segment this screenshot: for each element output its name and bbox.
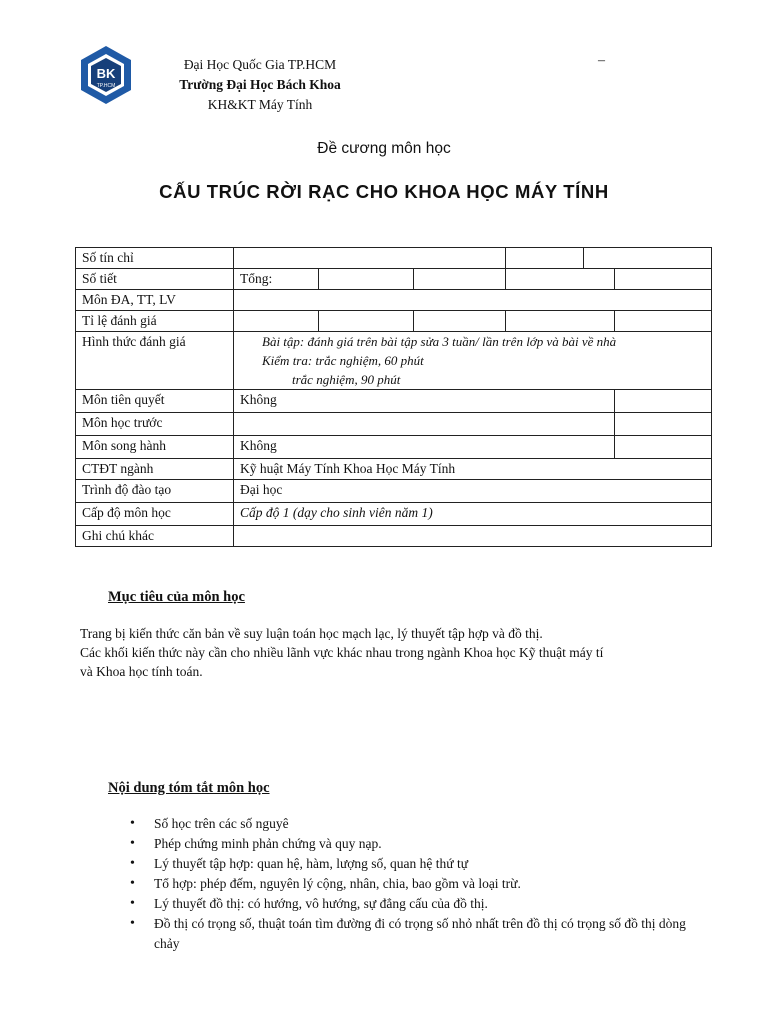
label-ctdt: CTĐT ngành [76, 459, 234, 480]
label-hinh-thuc: Hình thức đánh giá [76, 332, 234, 390]
document-subtitle: Đề cương môn học [317, 140, 451, 157]
course-title: CẤU TRÚC RỜI RẠC CHO KHOA HỌC MÁY TÍNH [159, 181, 609, 202]
cell-trinh-do: Đại học [234, 480, 712, 503]
label-mon-da: Môn ĐA, TT, LV [76, 290, 234, 311]
row-trinh-do [76, 480, 712, 503]
row-so-tiet [76, 269, 712, 290]
eval-line-3: trắc nghiệm, 90 phút [292, 372, 401, 387]
university-logo [78, 44, 134, 106]
label-hoc-truoc: Môn học trước [76, 413, 234, 436]
row-ti-le [76, 311, 712, 332]
cell-so-tin-chi-1 [234, 248, 506, 269]
university-name: Đại Học Quốc Gia TP.HCM [183, 57, 337, 72]
school-name: Trường Đại Học Bách Khoa [179, 77, 341, 92]
row-cap-do [76, 503, 712, 526]
header-dash: – [598, 53, 605, 68]
cell-ti-le-3 [414, 311, 506, 332]
logo-text: BK [96, 66, 116, 81]
cell-ctdt: Kỹ huật Máy Tính Khoa Học Máy Tính [234, 459, 712, 480]
row-hoc-truoc [76, 413, 712, 436]
label-cap-do: Cấp độ môn học [76, 503, 234, 526]
list-item: • Lý thuyết tập hợp: quan hệ, hàm, lượng số, quan hệ thứ tự [130, 854, 710, 874]
label-tien-quyet: Môn tiên quyết [76, 390, 234, 413]
row-so-tin-chi [76, 248, 712, 269]
cell-so-tiet-2 [319, 269, 414, 290]
row-song-hanh [76, 436, 712, 459]
cell-ti-le-2 [319, 311, 414, 332]
list-item: • Đồ thị có trọng số, thuật toán tìm đường đi có trọng số nhỏ nhất trên đồ thị có trọng số đồ thị dòng chảy [130, 914, 710, 954]
cell-hoc-truoc [234, 413, 615, 436]
faculty-name: KH&KT Máy Tính [207, 97, 313, 112]
label-trinh-do: Trình độ đào tạo [76, 480, 234, 503]
cell-hinh-thuc [234, 332, 712, 390]
row-ghi-chu [76, 526, 712, 547]
list-item: • Số học trên các số nguyê [130, 814, 710, 834]
objectives-line-2: Các khối kiến thức này cần cho nhiều lãnh vực khác nhau trong ngành Khoa học Kỹ thuật máy tí [80, 645, 604, 660]
eval-line-2: Kiểm tra: trắc nghiệm, 60 phút [262, 353, 424, 368]
row-tien-quyet [76, 390, 712, 413]
bk-logo-icon [78, 44, 134, 106]
cell-hoc-truoc-extra [615, 413, 712, 436]
objectives-heading: Mục tiêu của môn học [108, 589, 245, 605]
label-ghi-chu: Ghi chú khác [76, 526, 234, 547]
cell-ti-le-5 [615, 311, 712, 332]
logo-subtext: TP.HCM [96, 83, 116, 89]
cell-ghi-chu [234, 526, 712, 547]
list-item: • Tổ hợp: phép đếm, nguyên lý cộng, nhân, chia, bao gồm và loại trừ. [130, 874, 710, 894]
content-heading: Nội dung tóm tắt môn học [108, 780, 270, 796]
label-ti-le: Tỉ lệ đánh giá [76, 311, 234, 332]
cell-ti-le-4 [506, 311, 615, 332]
cell-so-tin-chi-3 [584, 248, 712, 269]
objectives-line-3: và Khoa học tính toán. [80, 664, 203, 679]
cell-cap-do: Cấp độ 1 (dạy cho sinh viên năm 1) [234, 503, 712, 526]
cell-so-tiet-3 [414, 269, 506, 290]
course-info-table [75, 247, 712, 547]
objectives-line-1: Trang bị kiến thức căn bản về suy luận toán học mạch lạc, lý thuyết tập hợp và đồ thị. [80, 626, 543, 641]
cell-song-hanh: Không [234, 436, 615, 459]
list-item: • Lý thuyết đồ thị: có hướng, vô hướng, sự đẳng cấu của đồ thị. [130, 894, 710, 914]
label-tong: Tổng: [234, 269, 319, 290]
cell-tien-quyet-extra [615, 390, 712, 413]
eval-line-1: Bài tập: đánh giá trên bài tập sửa 3 tuần/ lần trên lớp và bài về nhà [262, 334, 617, 349]
cell-song-hanh-extra [615, 436, 712, 459]
label-so-tiet: Số tiết [76, 269, 234, 290]
row-mon-da [76, 290, 712, 311]
row-ctdt [76, 459, 712, 480]
content-list [130, 814, 710, 954]
cell-tien-quyet: Không [234, 390, 615, 413]
cell-mon-da [234, 290, 712, 311]
cell-ti-le-1 [234, 311, 319, 332]
row-hinh-thuc [76, 332, 712, 390]
cell-so-tiet-4 [506, 269, 615, 290]
cell-so-tiet-5 [615, 269, 712, 290]
cell-so-tin-chi-2 [506, 248, 584, 269]
list-item: • Phép chứng minh phản chứng và quy nạp. [130, 834, 710, 854]
label-so-tin-chi: Số tín chỉ [76, 248, 234, 269]
label-song-hanh: Môn song hành [76, 436, 234, 459]
